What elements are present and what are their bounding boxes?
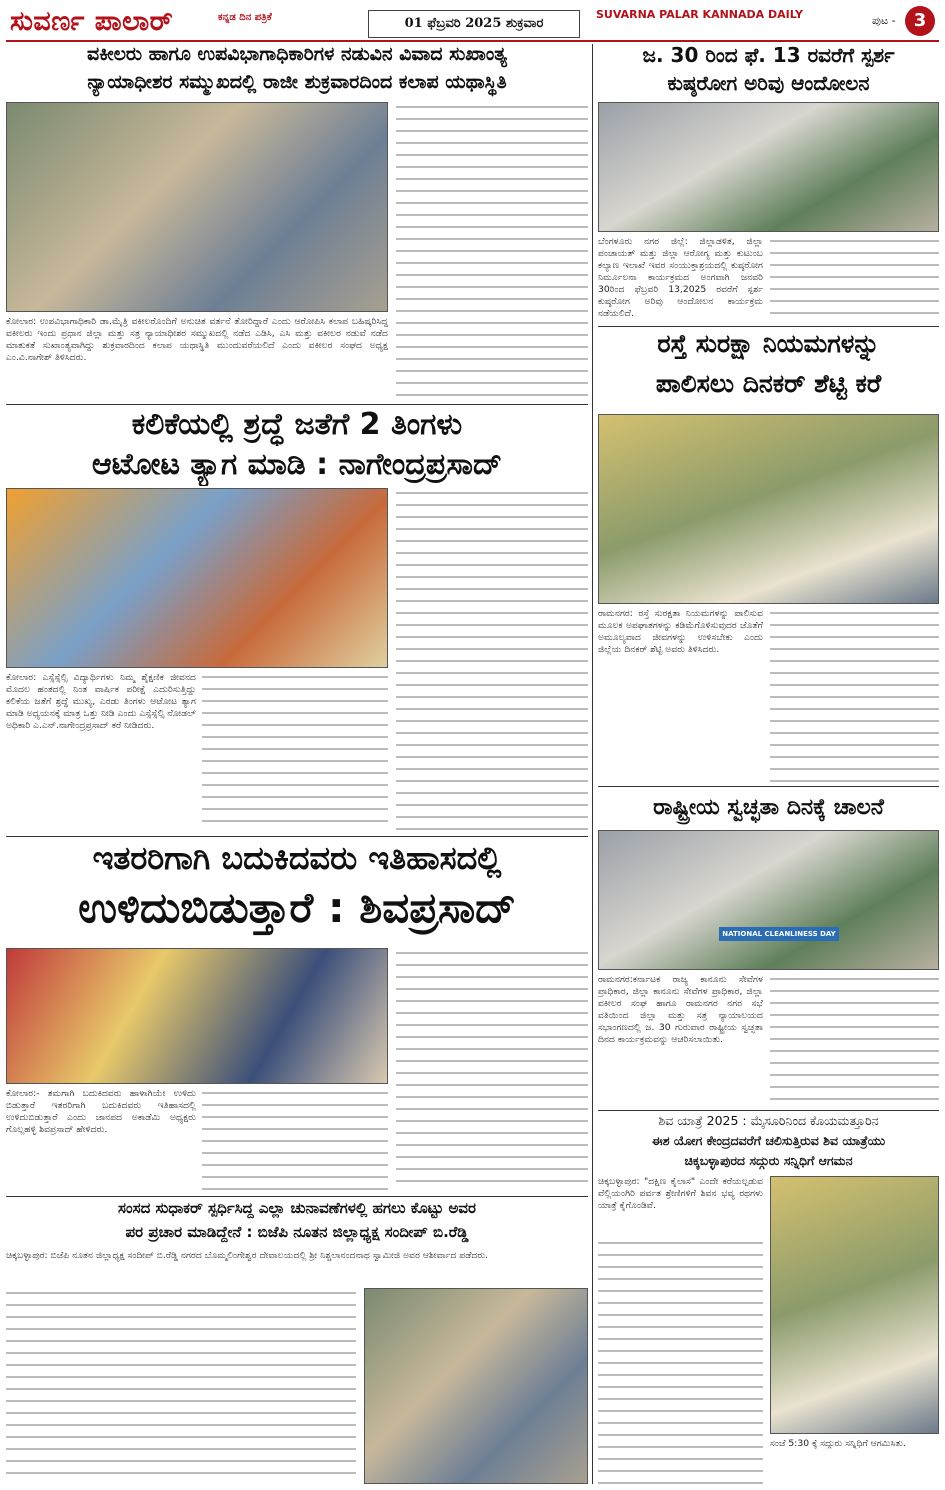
article-shiva-yatra [598,1114,939,1484]
shivaprasad-body-col-3 [396,948,588,1192]
bjp-body-col [6,1288,356,1484]
masthead-tagline: ಕನ್ನಡ ದಿನ ಪತ್ರಿಕೆ [218,12,272,23]
article-lawyers [6,44,588,402]
education-photo [6,488,388,668]
section-divider [6,1196,588,1197]
shiva-yatra-headline-3: ಚಿಕ್ಕಬಳ್ಳಾಪುರದ ಸದ್ಗುರು ಸನ್ನಿಧಿಗೆ ಆಗಮನ [684,1154,853,1168]
road-safety-body-col [770,608,939,782]
road-safety-lead: ರಾಮನಗರ: ರಸ್ತೆ ಸುರಕ್ಷತಾ ನಿಯಮಗಳನ್ನು ಪಾಲಿಸುವ ಮೂಲಕ ಅಪಘಾತಗಳನ್ನು ಕಡಿಮೆಗೊಳಿಸುವುದರ ಜೊತೆಗೆ ಅಮೂಲ್ಯವಾದ ಜೀವಗಳನ್ನು ಉಳಿಸಬೇಕು ಎಂದು ಜಿಲ್ಲೆಯ ದಿನಕರ್ ಶೆಟ್ಟಿ ಅವರು ತಿಳಿಸಿದರು. [598,608,763,655]
section-divider [598,1110,939,1111]
masthead-english-name: SUVARNA PALAR KANNADA DAILY [596,8,803,21]
shivaprasad-headline-2: ಉಳಿದುಬಿಡುತ್ತಾರೆ : ಶಿವಪ್ರಸಾದ್ [78,884,516,932]
shiva-yatra-caption: ಸಂಜೆ 5:30 ಕ್ಕೆ ಸದ್ಗುರು ಸನ್ನಿಧಿಗೆ ಆಗಮಿಸಿತು. [770,1438,907,1449]
article-shivaprasad [6,840,588,1192]
cleanliness-banner: NATIONAL CLEANLINESS DAY [719,927,839,941]
lawyers-lead: ಕೋಲಾರ: ಉಪವಿಭಾಗಾಧಿಕಾರಿ ಡಾ.ಮೈತ್ರಿ ವಕೀಲರೊಂದಿಗೆ ಅನುಚಿತ ವರ್ತನೆ ತೋರಿದ್ದಾರೆ ಎಂದು ಆರೋಪಿಸಿ ಕಲಾಪ ಬಹಿಷ್ಕರಿಸಿದ್ದ ವಕೀಲರು ಇಂದು ಪ್ರಧಾನ ಜಿಲ್ಲಾ ಮತ್ತು ಸತ್ರ ನ್ಯಾಯಾಧೀಶರ ಸಮ್ಮುಖದಲ್ಲಿ ನಡೆದ ಎಡಿಸಿ, ಎಸಿ ಮತ್ತು ವಕೀಲರ ನಡುವೆ ನಡೆದ ಮಾತುಕತೆ ಸುಖಾಂತ್ಯವಾಗಿದ್ದು ಶುಕ್ರವಾರದಿಂದ ಕಲಾಪ ಯಥಾಸ್ಥಿತಿ ಮುಂದುವರೆಯಲಿದೆ ಎಂದು ವಕೀಲರ ಸಂಘದ ಅಧ್ಯಕ್ಷ ಎಂ.ವಿ.ನಾಗೇಶ್ ತಿಳಿಸಿದರು. [6,316,388,363]
page-number-badge: 3 [905,6,935,36]
shiva-yatra-lead: ಚಿಕ್ಕಬಳ್ಳಾಪುರ: "ದಕ್ಷಿಣ ಕೈಲಾಸ" ಎಂದೇ ಕರೆಯಲ್ಪಡುವ ವೆಲ್ಲಿಯಂಗಿರಿ ಪರ್ವತ ಶ್ರೇಣಿಗಳಿಗೆ ಶಿವನ ಭವ್ಯ ರಥಗಳು ಯಾತ್ರೆ ಕೈಗೊಂಡಿವೆ. [598,1176,763,1211]
education-body-col-2 [202,672,388,832]
shiva-yatra-headline-2: ಈಶ ಯೋಗ ಕೇಂದ್ರದವರೆಗೆ ಚಲಿಸುತ್ತಿರುವ ಶಿವ ಯಾತ್ರೆಯು [651,1134,886,1148]
leprosy-headline-2: ಕುಷ್ಠರೋಗ ಅರಿವು ಆಂದೋಲನ [667,72,870,95]
leprosy-headline-1: ಜ. 30 ರಿಂದ ಫೆ. 13 ರವರೆಗೆ ಸ್ಪರ್ಶ [642,44,895,67]
road-safety-headline-2: ಪಾಲಿಸಲು ದಿನಕರ್ ಶೆಟ್ಟಿ ಕರೆ [655,370,882,398]
shiva-yatra-body-col [598,1238,763,1484]
bjp-headline-1: ಸಂಸದ ಸುಧಾಕರ್ ಸ್ಪರ್ಧಿಸಿದ್ದ ಎಲ್ಲಾ ಚುನಾವಣೆಗಳಲ್ಲಿ ಹಗಲು ಕೊಟ್ಟು ಅವರ [118,1200,476,1217]
page-label: ಪುಟ - [872,14,896,27]
section-divider [598,326,939,327]
education-headline-1: ಕಲಿಕೆಯಲ್ಲಿ ಶ್ರದ್ಧೆ ಜತೆಗೆ 2 ತಿಂಗಳು [131,408,463,442]
leprosy-lead: ಬೆಂಗಳೂರು ನಗರ ಜಿಲ್ಲೆ: ಜಿಲ್ಲಾಡಳಿತ, ಜಿಲ್ಲಾ ಪಂಚಾಯತ್ ಮತ್ತು ಜಿಲ್ಲಾ ಆರೋಗ್ಯ ಮತ್ತು ಕುಟುಂಬ ಕಲ್ಯಾಣ ಇಲಾಖೆ ಇವರ ಸಂಯುಕ್ತಾಶ್ರಯದಲ್ಲಿ ಕುಷ್ಠರೋಗ ನಿರ್ಮೂಲನಾ ಕಾರ್ಯಕ್ರಮದ ಅಂಗವಾಗಿ ಜನವರಿ 30ರಿಂದ ಫೆಬ್ರವರಿ 13,2025 ರವರೆಗೆ ಸ್ಪರ್ಶ ಕುಷ್ಠರೋಗ ಅರಿವು ಆಂದೋಲನ ಕಾರ್ಯಕ್ರಮ ನಡೆಯಲಿದೆ. [598,236,763,319]
road-safety-photo [598,414,939,604]
bjp-headline-2: ಪರ ಪ್ರಚಾರ ಮಾಡಿದ್ದೇನೆ : ಬಿಜೆಪಿ ನೂತನ ಜಿಲ್ಲಾಧ್ಯಕ್ಷ ಸಂದೀಪ್ ಬಿ.ರೆಡ್ಡಿ [125,1224,469,1241]
article-road-safety [598,330,939,782]
cleanliness-body-col [770,974,939,1106]
bjp-lead: ಚಿಕ್ಕಬಳ್ಳಾಪುರ: ಬಿಜೆಪಿ ನೂತನ ಜಿಲ್ಲಾಧ್ಯಕ್ಷ ಸಂದೀಪ್ ಬಿ.ರೆಡ್ಡಿ ನಗರದ ಬೊಮ್ಮಲಿಂಗೇಶ್ವರ ದೇವಾಲಯದಲ್ಲಿ ಶ್ರೀ ನಿಶ್ಚಲಾನಂದನಾಥ ಸ್ವಾಮೀಜಿ ಅವರ ಆಶೀರ್ವಾದ ಪಡೆದರು. [6,1250,489,1261]
section-divider [6,404,588,405]
lawyers-photo [6,102,388,312]
shiva-yatra-headline-1: ಶಿವ ಯಾತ್ರೆ 2025 : ಮೈಸೂರಿನಿಂದ ಕೊಯಮತ್ತೂರಿನ [658,1114,879,1128]
shivaprasad-photo [6,948,388,1084]
section-divider [6,836,588,837]
section-divider [598,786,939,787]
education-body-col-3 [396,488,588,832]
article-bjp [6,1200,588,1484]
cleanliness-photo [598,830,939,970]
leprosy-photo [598,102,939,232]
article-education [6,408,588,832]
education-headline-2: ಆಟೋಟ ತ್ಯಾಗ ಮಾಡಿ : ನಾಗೇಂದ್ರಪ್ರಸಾದ್ [91,448,503,482]
article-leprosy [598,44,939,322]
education-lead: ಕೋಲಾರ: ಎಸ್ಸೆಸ್ಸೆಲ್ಸಿ ವಿದ್ಯಾರ್ಥಿಗಳು ನಿಮ್ಮ ಶೈಕ್ಷಣಿಕ ಜೀವನದ ಮೊದಲ ಹಂತದಲ್ಲಿ ನಿಂತ ವಾರ್ಷಿಕ ಪರೀಕ್ಷೆ ಎದುರಿಸುತ್ತಿದ್ದು ಕಲಿಕೆಯ ಜತೆಗೆ ಶ್ರದ್ಧೆ ಮುಖ್ಯ, ಎರಡು ತಿಂಗಳು ಆಟೋಟ ತ್ಯಾಗ ಮಾಡಿ ಅಧ್ಯಯನಕ್ಕೆ ಮಾತ್ರ ಒತ್ತು ನೀಡಿ ಎಂದು ಎಸ್ಸೆಸ್ಸೆಲ್ಸಿ ನೋಡಲ್ ಅಧಿಕಾರಿ ಎ.ಎನ್.ನಾಗೇಂದ್ರಪ್ರಸಾದ್ ಕರೆ ನೀಡಿದರು. [6,672,196,731]
masthead-rule [6,40,939,42]
shiva-yatra-photo [770,1176,939,1434]
issue-date: 01 ಫೆಬ್ರವರಿ 2025 ಶುಕ್ರವಾರ [368,10,580,38]
bjp-photo [364,1288,588,1484]
masthead-logo: ಸುವರ್ಣ ಪಾಲಾರ್ [10,6,174,37]
road-safety-headline-1: ರಸ್ತೆ ಸುರಕ್ಷಾ ನಿಯಮಗಳನ್ನು [657,330,880,358]
lawyers-body-col [396,102,588,402]
shivaprasad-lead: ಕೋಲಾರ:- ತಮಗಾಗಿ ಬದುಕಿದವರು ಹಾಳಾಗಿಯೇ ಉಳಿದು ಬಿಡುತ್ತಾರೆ ಇತರರಿಗಾಗಿ ಬದುಕಿದವರು ಇತಿಹಾಸದಲ್ಲಿ ಉಳಿದುಬಿಡುತ್ತಾರೆ ಎಂದು ಜಾನಪದ ಅಕಾಡೆಮಿ ಅಧ್ಯಕ್ಷರು ಗೊಲ್ಲಹಳ್ಳಿ ಶಿವಪ್ರಸಾದ್ ಹೇಳಿದರು. [6,1088,196,1135]
shivaprasad-headline-1: ಇತರರಿಗಾಗಿ ಬದುಕಿದವರು ಇತಿಹಾಸದಲ್ಲಿ [92,840,502,877]
lawyers-headline-2: ನ್ಯಾಯಾಧೀಶರ ಸಮ್ಮುಖದಲ್ಲಿ ರಾಜೀ ಶುಕ್ರವಾರದಿಂದ ಕಲಾಪ ಯಥಾಸ್ಥಿತಿ [87,72,507,93]
leprosy-body-col [770,236,939,322]
column-divider [592,44,593,1484]
lawyers-headline-1: ವಕೀಲರು ಹಾಗೂ ಉಪವಿಭಾಗಾಧಿಕಾರಿಗಳ ನಡುವಿನ ವಿವಾದ ಸುಖಾಂತ್ಯ [87,44,507,65]
cleanliness-lead: ರಾಮನಗರ:ಕರ್ನಾಟಕ ರಾಜ್ಯ ಕಾನೂನು ಸೇವೆಗಳ ಪ್ರಾಧಿಕಾರ, ಜಿಲ್ಲಾ ಕಾನೂನು ಸೇವೆಗಳ ಪ್ರಾಧಿಕಾರ, ಜಿಲ್ಲಾ ವಕೀಲರ ಸಂಘ ಹಾಗೂ ರಾಮನಗರ ನಗರ ಸಭೆ ವತಿಯಿಂದ ಜಿಲ್ಲಾ ಮತ್ತು ಸತ್ರ ನ್ಯಾಯಾಲಯದ ಸಭಾಂಗಣದಲ್ಲಿ ಜ. 30 ಗುರುವಾರ ರಾಷ್ಟ್ರೀಯ ಸ್ವಚ್ಛತಾ ದಿನದ ಕಾರ್ಯಕ್ರಮವನ್ನು ಆಚರಿಸಲಾಯಿತು. [598,974,763,1045]
cleanliness-headline: ರಾಷ್ಟ್ರೀಯ ಸ್ವಚ್ಛತಾ ದಿನಕ್ಕೆ ಚಾಲನೆ [653,795,884,820]
shivaprasad-body-col-2 [202,1088,388,1192]
article-cleanliness [598,790,939,1106]
